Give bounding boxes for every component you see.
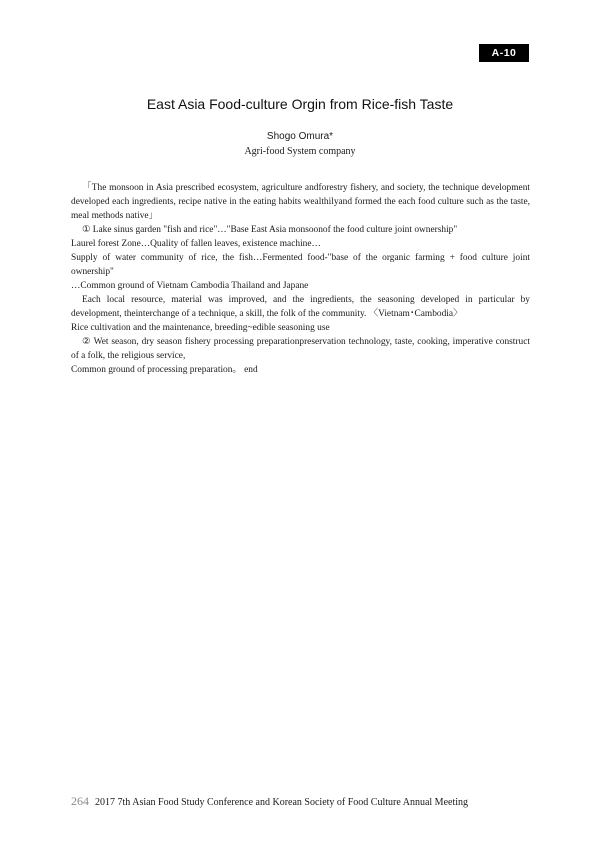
session-badge: A-10 (479, 44, 529, 62)
paragraph-common-ground: …Common ground of Vietnam Cambodia Thailand and Japane (71, 281, 309, 291)
paper-title: East Asia Food-culture Orgin from Rice-fish Taste (146, 96, 454, 112)
paragraph-point-1: ① Lake sinus garden "fish and rice"…"Base East Asia monsoonof the food culture joint ownership" (82, 225, 458, 235)
paragraph-point-2: ② Wet season, dry season fishery processing preparationpreservation technology, taste, cooking, imperative construct of a folk, the religious service, (71, 337, 530, 361)
paragraph-laurel-forest: Laurel forest Zone…Quality of fallen leaves, existence machine… (71, 239, 321, 249)
author-affiliation: Agri-food System company (244, 146, 356, 157)
author-name: Shogo Omura* (266, 131, 334, 142)
paragraph-water-supply: Supply of water community of rice, the fish…Fermented food-"base of the organic farming + food culture joint ownership" (71, 253, 530, 277)
paragraph-rice-cultivation: Rice cultivation and the maintenance, breeding~edible seasoning use (71, 323, 330, 333)
page-number: 264 (71, 794, 89, 808)
abstract-body (71, 181, 530, 377)
page-footer (71, 794, 531, 809)
paragraph-intro: 「The monsoon in Asia prescribed ecosystem, agriculture andforestry fishery, and society, the technique development developed each ingredients, recipe native in the eating habits wealthilyand formed the each food culture such as the taste, meal methods native」 (71, 183, 530, 221)
paragraph-end: Common ground of processing preparation。 end (71, 365, 258, 375)
conference-name: 2017 7th Asian Food Study Conference and Korean Society of Food Culture Annual Meeting (95, 797, 469, 808)
paragraph-local-resource: Each local resource, material was improved, and the ingredients, the seasoning developed in particular by development, theinterchange of a technique, a skill, the folk of the community. 〈Vietnam･Cambodia〉 (71, 295, 530, 319)
